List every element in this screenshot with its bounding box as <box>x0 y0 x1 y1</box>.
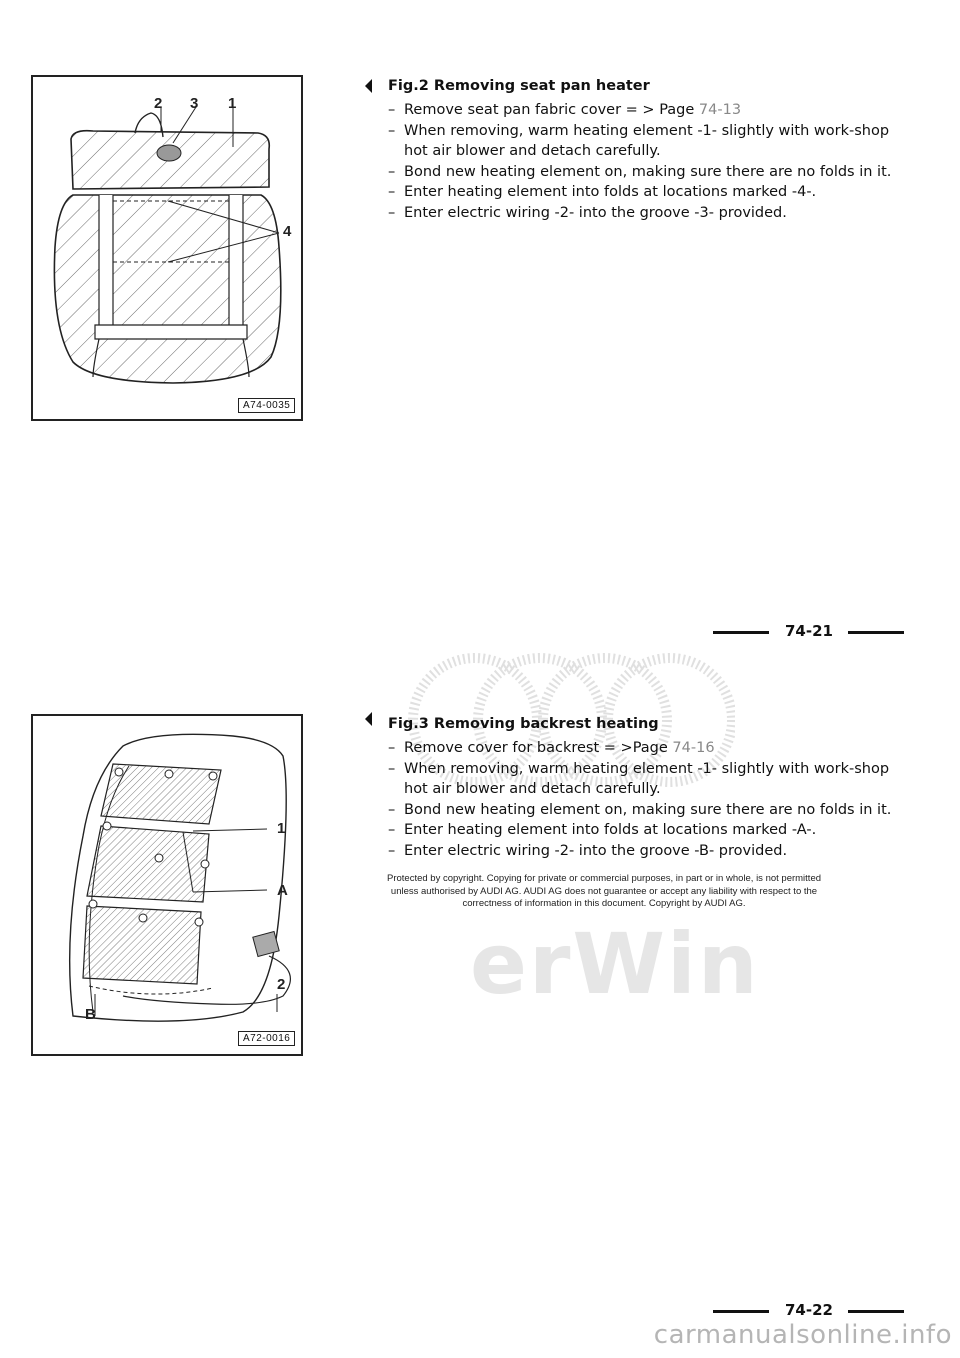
step-text: Bond new heating element on, making sure there are no folds in it. <box>404 801 892 818</box>
dash-marker: – <box>388 740 396 756</box>
step-item <box>388 759 908 800</box>
figure-code: A74-0035 <box>238 398 295 413</box>
step-item <box>388 203 908 224</box>
page-reference-link[interactable]: 74-13 <box>698 102 742 118</box>
site-footer-watermark: carmanualsonline.info <box>653 1320 952 1350</box>
step-item <box>388 100 908 121</box>
copyright-notice: Protected by copyright. Copying for private or commercial purposes, in part or in whole, is not permitted unless authorised by AUDI AG. AUDI AG does not guarantee or accept any liability with respect to the correctness of information in this document. Copyright by AUDI AG. <box>386 873 822 909</box>
callout-4: 4 <box>283 223 292 240</box>
step-text: Enter electric wiring -2- into the groove -B- provided. <box>404 842 788 859</box>
page-number-rule-left <box>713 631 769 634</box>
figure-backrest <box>31 714 303 1056</box>
step-item <box>388 121 908 162</box>
dash-marker: – <box>388 163 396 180</box>
step-item <box>388 182 908 203</box>
figure-seat-pan <box>31 75 303 421</box>
callout-2: 2 <box>154 95 163 112</box>
figure-code: A72-0016 <box>238 1031 295 1046</box>
callout-A: A <box>277 882 288 899</box>
step-text: When removing, warm heating element -1- slightly with work-shop hot air blower and detach carefully. <box>404 760 890 797</box>
step-text: Enter electric wiring -2- into the groove -3- provided. <box>404 204 787 221</box>
section-title: Fig.3 Removing backrest heating <box>388 716 659 732</box>
dash-marker: – <box>388 822 396 838</box>
step-item <box>388 738 908 759</box>
step-text: Enter heating element into folds at locations marked -A-. <box>404 822 817 838</box>
page-number-rule-right <box>848 631 904 634</box>
dash-marker: – <box>388 102 396 118</box>
callout-1: 1 <box>228 95 237 112</box>
dash-marker: – <box>388 204 396 221</box>
callout-1: 1 <box>277 820 286 837</box>
erwin-watermark: erWin <box>470 915 760 1013</box>
step-text: Enter heating element into folds at locations marked -4-. <box>404 184 817 200</box>
backrest-illustration <box>33 716 301 1054</box>
pointer-arrow-icon <box>365 712 372 726</box>
callout-B: B <box>85 1006 96 1023</box>
step-text: Remove seat pan fabric cover = > Page <box>404 102 699 118</box>
dash-marker: – <box>388 842 396 859</box>
step-text: Remove cover for backrest = >Page <box>404 740 673 756</box>
page-number-rule-left <box>713 1310 769 1313</box>
section-backrest-heating <box>388 716 908 861</box>
page-number-rule-right <box>848 1310 904 1313</box>
callout-2: 2 <box>277 976 286 993</box>
dash-marker: – <box>388 122 396 139</box>
dash-marker: – <box>388 801 396 818</box>
pointer-arrow-icon <box>365 79 372 93</box>
step-text: When removing, warm heating element -1- slightly with work-shop hot air blower and detach carefully. <box>404 122 890 159</box>
page-number: 74-21 <box>785 622 833 640</box>
section-title: Fig.2 Removing seat pan heater <box>388 78 650 94</box>
dash-marker: – <box>388 760 396 777</box>
step-item <box>388 841 908 862</box>
step-text: Bond new heating element on, making sure there are no folds in it. <box>404 163 892 180</box>
callout-3: 3 <box>190 95 199 112</box>
section-seat-pan-heater <box>388 78 908 223</box>
step-item <box>388 800 908 821</box>
page-reference-link[interactable]: 74-16 <box>672 740 715 756</box>
step-item <box>388 162 908 183</box>
seat-pan-illustration <box>33 77 301 419</box>
step-item <box>388 820 908 841</box>
dash-marker: – <box>388 184 396 200</box>
page-number: 74-22 <box>785 1301 833 1319</box>
